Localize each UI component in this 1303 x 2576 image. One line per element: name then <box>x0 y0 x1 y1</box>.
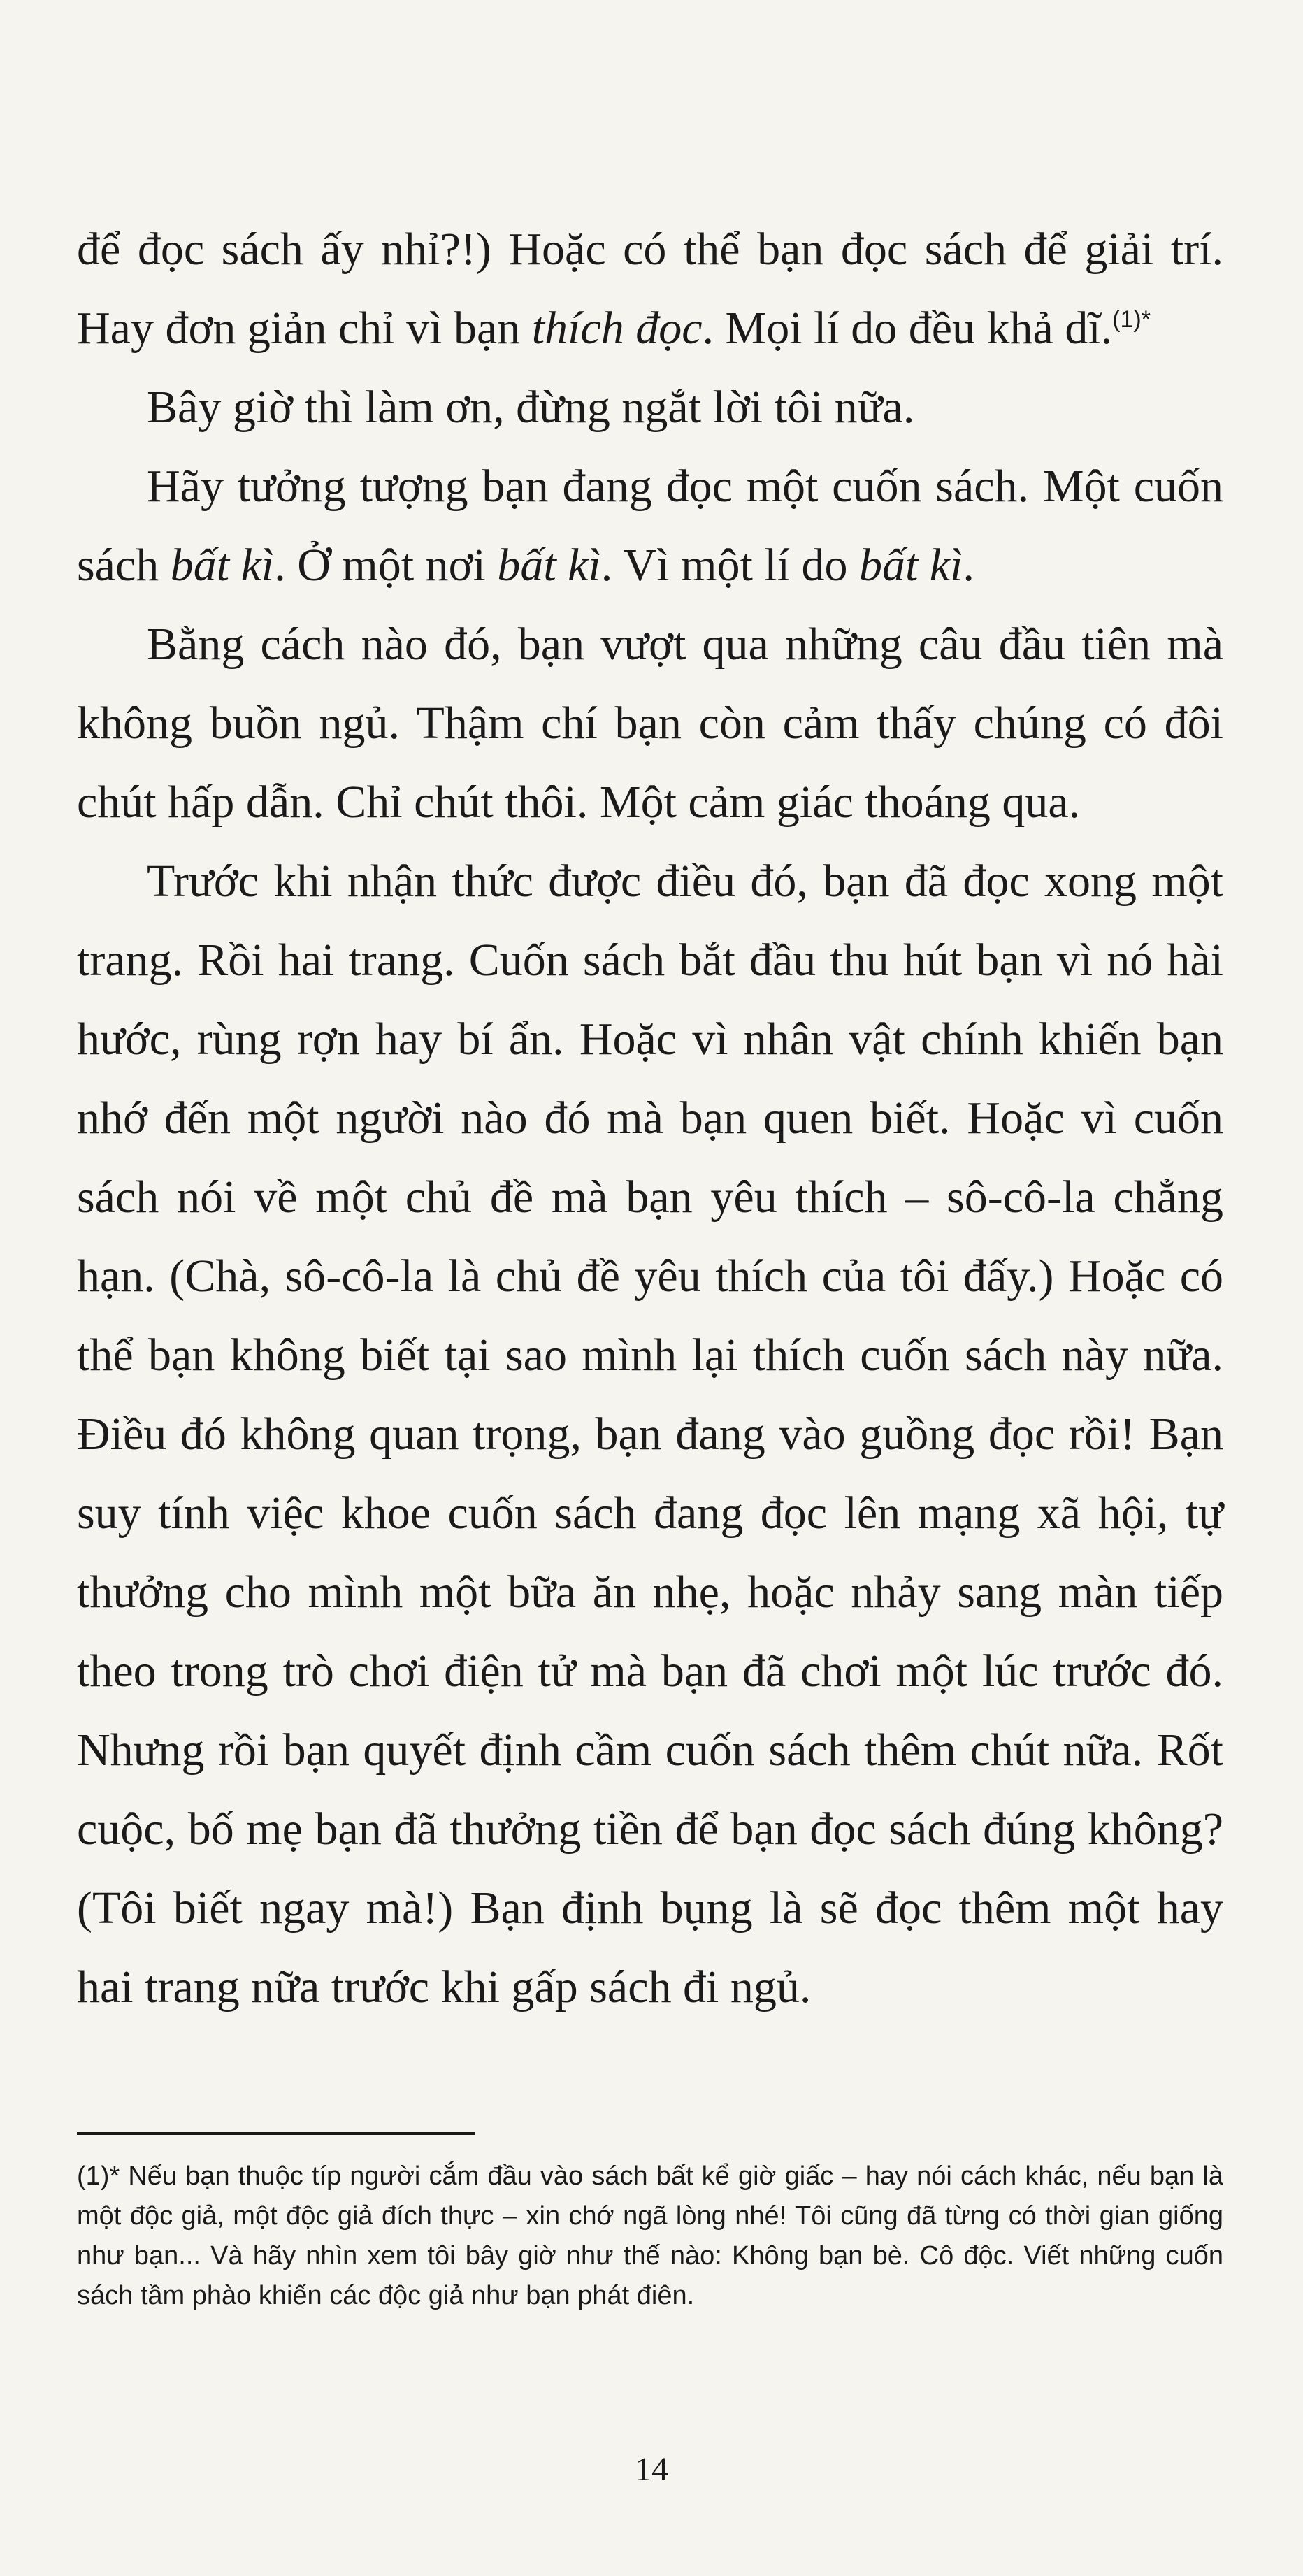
body-text <box>77 210 1223 2027</box>
paragraph-4: Bằng cách nào đó, bạn vượt qua những câu đầu tiên mà không buồn ngủ. Thậm chí bạn còn cảm thấy chúng có đôi chút hấp dẫn. Chỉ chút thôi. Một cảm giác thoáng qua. <box>77 619 1223 828</box>
paragraph-3-italic-2: bất kì <box>497 540 601 591</box>
paragraph-5: Trước khi nhận thức được điều đó, bạn đã đọc xong một trang. Rồi hai trang. Cuốn sách bắt đầu thu hút bạn vì nó hài hước, rùng rợn hay bí ẩn. Hoặc vì nhân vật chính khiến bạn nhớ đến một người nào đó mà bạn quen biết. Hoặc vì cuốn sách nói về một chủ đề mà bạn yêu thích – sô-cô-la chẳng hạn. (Chà, sô-cô-la là chủ đề yêu thích của tôi đấy.) Hoặc có thể bạn không biết tại sao mình lại thích cuốn sách này nữa. Điều đó không quan trọng, bạn đang vào guồng đọc rồi! Bạn suy tính việc khoe cuốn sách đang đọc lên mạng xã hội, tự thưởng cho mình một bữa ăn nhẹ, hoặc nhảy sang màn tiếp theo trong trò chơi điện tử mà bạn đã chơi một lúc trước đó. Nhưng rồi bạn quyết định cầm cuốn sách thêm chút nữa. Rốt cuộc, bố mẹ bạn đã thưởng tiền để bạn đọc sách đúng không? (Tôi biết ngay mà!) Bạn định bụng là sẽ đọc thêm một hay hai trang nữa trước khi gấp sách đi ngủ. <box>77 856 1223 2013</box>
paragraph-3 <box>77 447 1223 605</box>
paragraph-3-text-end: . <box>963 540 974 591</box>
footnote: (1)* Nếu bạn thuộc típ người cắm đầu vào sách bất kể giờ giấc – hay nói cách khác, nếu bạn là một độc giả, một độc giả đích thực – xin chớ ngã lòng nhé! Tôi cũng đã từng có thời gian giống như bạn... Và hãy nhìn xem tôi bây giờ như thế nào: Không bạn bè. Cô độc. Viết những cuốn sách tầm phào khiến các độc giả như bạn phát điên. <box>77 2161 1223 2310</box>
paragraph-3-italic-1: bất kì <box>170 540 275 591</box>
footnote-reference: (1)* <box>1112 306 1151 333</box>
paragraph-2: Bây giờ thì làm ơn, đừng ngắt lời tôi nữa. <box>147 382 915 433</box>
paragraph-1-italic: thích đọc <box>531 303 703 354</box>
paragraph-3-text: Hãy tưởng tượng bạn đang đọc một cuốn sách. Một cuốn sách <box>77 461 1223 591</box>
paragraph-3-text-2: . Ở một nơi <box>274 540 498 591</box>
paragraph-1-text: để đọc sách ấy nhỉ?!) Hoặc có thể bạn đọc sách để giải trí. Hay đơn giản chỉ vì bạn <box>77 224 1223 354</box>
paragraph-3-text-3: . Vì một lí do <box>600 540 859 591</box>
paragraph-1 <box>77 210 1223 368</box>
page-number: 14 <box>635 2451 668 2488</box>
paragraph-1-text-end: . Mọi lí do đều khả dĩ. <box>702 303 1113 354</box>
paragraph-3-italic-3: bất kì <box>858 540 963 591</box>
footnote-divider <box>77 2132 475 2135</box>
